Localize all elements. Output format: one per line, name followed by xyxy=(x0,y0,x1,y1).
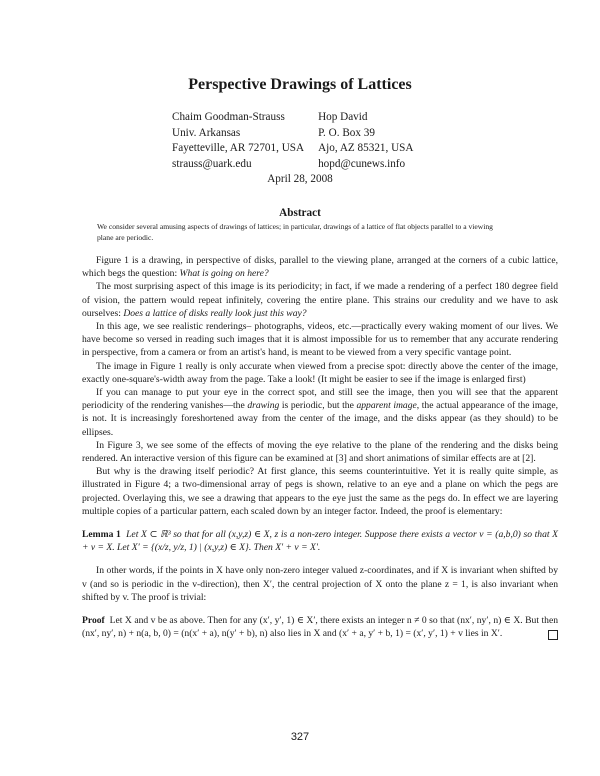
proof-label: Proof xyxy=(82,615,105,627)
lemma-label: Lemma 1 xyxy=(82,529,121,541)
paper-title: Perspective Drawings of Lattices xyxy=(188,76,412,93)
proof xyxy=(82,614,558,640)
body-text xyxy=(82,254,558,640)
author-1 xyxy=(172,110,304,172)
paragraph: If you can manage to put your eye in the correct spot, and still see the image, then you will see that the apparent periodicity of the rendering vanishes—the drawing is periodic, but the apparent image, the actual appearance of the image, is not. It is increasingly foreshortened away from the center of the image, and the disks appear (as they should) to be ellipses. xyxy=(82,387,558,438)
paragraph: In this age, we see realistic renderings– photographs, videos, etc.—practically every waking moment of our lives. We have become so versed in reading such images that it is almost impossible for us to remember that any accurate rendering in perspective, from a camera or from an artist's hand, is meant to be viewed from a very specific vantage point. xyxy=(82,321,558,359)
author-address: Ajo, AZ 85321, USA xyxy=(318,142,414,154)
paper-date: April 28, 2008 xyxy=(267,173,333,185)
proof-text: Let X and v be as above. Then for any (x′, y′, 1) ∈ X′, there exists an integer n ≠ 0 so that (nx′, ny′, n) ∈ X. But then (nx′, ny′, n) + n(a, b, 0) = (n(x′ + a), n(y′ + b), n) also lies in X and (x′ + a, y′ + b, 1) = (x′, y′, 1) + v lies in X′. xyxy=(82,615,558,640)
author-address: Fayetteville, AR 72701, USA xyxy=(172,142,305,154)
lemma xyxy=(82,528,558,554)
paragraph: The image in Figure 1 really is only accurate when viewed from a precise spot: directly above the center of the image, exactly one-square's-width away from the page. Take a look! (It might be easier to see if the image is enlarged first) xyxy=(82,360,558,385)
abstract-heading: Abstract xyxy=(279,207,321,219)
qed-box-icon xyxy=(548,630,558,640)
author-block xyxy=(172,110,414,172)
paragraph: In Figure 3, we see some of the effects of moving the eye relative to the plane of the rendering and the disks being rendered. An interactive version of this figure can be examined at [3] and short animations of similar effects are at [2]. xyxy=(82,439,558,465)
paragraph: Figure 1 is a drawing, in perspective of disks, parallel to the viewing plane, arranged at the corners of a cubic lattice, which begs the question: What is going on here? xyxy=(82,255,558,280)
page-number: 327 xyxy=(290,731,310,743)
paragraph: But why is the drawing itself periodic? At first glance, this seems counterintuitive. Yet it is really quite simple, as illustrated in Figure 4; a two-dimensional array of pegs is shown, relative to an eye and a plane on which the pegs are projected. Overlaying this, we see a drawing that appears to the eye just the same as the pegs do. In effect we are layering multiple copies of a particular pattern, each scaled down by an integer factor. Indeed, the proof is elementary: xyxy=(82,466,558,517)
paragraph: The most surprising aspect of this image is its periodicity; in fact, if we made a rendering of a perfect 180 degree field of vision, the pattern would repeat infinitely, covering the entire plane. This strains our credulity and we have to ask ourselves: Does a lattice of disks really look just this way? xyxy=(82,281,558,319)
author-email: hopd@cunews.info xyxy=(318,157,406,170)
author-2 xyxy=(318,110,413,172)
abstract-text: We consider several amusing aspects of drawings of lattices; in particular, drawings of a lattice of flat objects parallel to a viewing plane are periodic. xyxy=(97,222,493,242)
lemma-statement: Let X ⊂ ℝ³ so that for all (x,y,z) ∈ X, z is a non-zero integer. Suppose there exists a vector v = (a,b,0) so that X + v = X. Let X′ = {(x/z, y/z, 1) | (x,y,z) ∈ X}. Then X′ + v = X′. xyxy=(82,529,559,554)
author-affiliation: Univ. Arkansas xyxy=(172,126,241,139)
paragraph: In other words, if the points in X have only non-zero integer valued z-coordinates, and if X is invariant when shifted by v (and so is periodic in the v-direction), then X′, the central projection of X onto the plane z = 1, is also invariant when shifted by v. The proof is trivial: xyxy=(82,565,558,603)
author-affiliation: P. O. Box 39 xyxy=(318,126,375,139)
author-name: Chaim Goodman-Strauss xyxy=(172,111,285,123)
author-name: Hop David xyxy=(318,111,368,123)
author-email: strauss@uark.edu xyxy=(172,157,252,170)
